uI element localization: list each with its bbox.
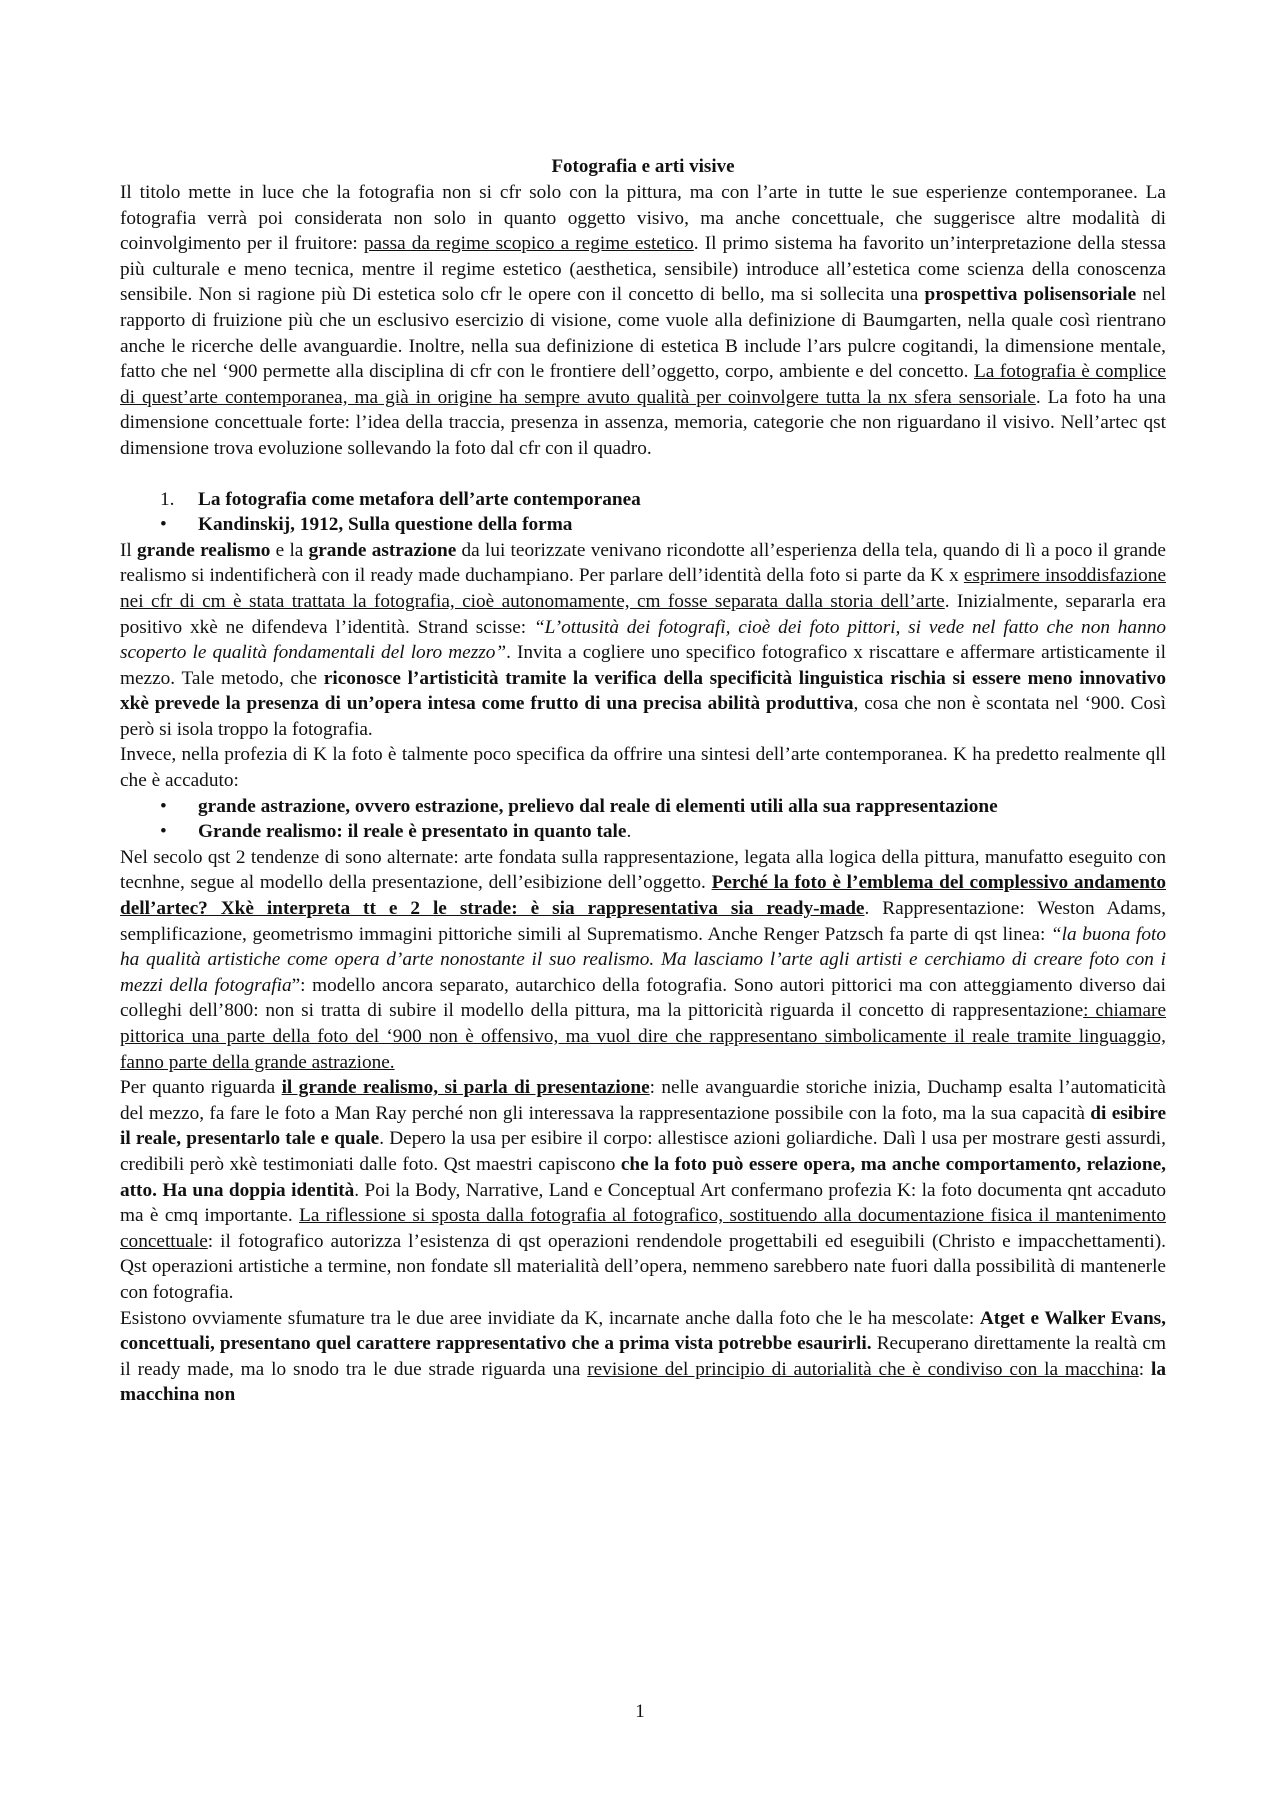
bullet-marker: • [160,795,167,817]
underlined-text: passa da regime scopico a regime estetico [363,233,694,255]
bold-text: grande realismo [137,539,271,561]
bold-underlined-text: il grande realismo, si parla di presentazione [281,1077,650,1099]
bullet-marker: • [160,514,167,536]
text-run: e la [270,539,309,561]
text-run: Per quanto riguarda [120,1077,282,1099]
tendencies-list [120,794,1166,845]
section-heading-list [120,487,1166,538]
document-title: Fotografia e arti visive [551,156,735,177]
text-run: nel rapporto di fruizione più che un esclusivo esercizio di visione, come vuole alla definizione di Baumgarten, nella quale così rientrano anche le ricerche delle avanguardie. Inoltre, nella sua definizione di estetica B include l’ars pulcre cogitandi, la dimensione mentale, fatto che nel ‘900 permette alla disciplina di cfr con le frontiere dell’oggetto, corpo, ambiente e del concetto. [120,284,1166,383]
bold-text: grande astrazione [308,539,457,561]
list-item [120,819,1166,845]
text-run: . Depero la usa per esibire il corpo: allestisce azioni goliardiche. Dalì l usa per mostrare gesti assurdi, credibili però xkè testimoniati dalle foto. Qst maestri capiscono [120,1128,1166,1175]
text-run: . Rappresentazione: Weston Adams, semplificazione, geometrismo immagini pittoriche simili al Suprematismo. Anche Renger Patzsch fa parte di qst linea: [120,898,1166,945]
text-run: . La foto ha una dimensione concettuale forte: l’idea della traccia, presenza in assenza, memoria, categorie che non riguardano il visivo. Nell’artec qst dimensione trova evoluzione sollevando la foto dal cfr con il quadro. [120,386,1166,459]
text-run: . [626,821,632,843]
text-run: , cosa che non è scontata nel ‘900. Così però si isola troppo la fotografia. [120,693,1166,740]
bold-text: prospettiva polisensoriale [924,284,1137,306]
text-run: da lui teorizzate venivano ricondotte all’esperienza della tela, quando di lì a poco il grande realismo si indentificherà con il ready made duchampiano. Per parlare dell’identità della foto si parte da K x [120,539,1166,587]
text-run: . Poi la Body, Narrative, Land e Conceptual Art confermano profezia K: la foto documenta qnt accaduto ma è cmq importante. [120,1179,1166,1227]
text-run: Il titolo mette in luce che la fotografia non si cfr solo con la pittura, ma con l’arte in tutte le sue esperienze contemporanee. La fotografia verrà poi considerata non solo in quanto oggetto visivo, ma anche concettuale, che suggerisce altre modalità di coinvolgimento per il fruitore: [120,182,1166,255]
bold-text: che la foto può essere opera, ma anche comportamento, relazione, atto. Ha una doppia identità [120,1153,1166,1201]
nuances-paragraph [120,1306,1166,1408]
bold-text: di esibire il reale, presentarlo tale e quale [120,1102,1167,1150]
list-item-text: grande astrazione, ovvero estrazione, prelievo dal reale di elementi utili alla sua rappresentazione [198,795,998,817]
text-run: ”: modello ancora separato, autarchico della fotografia. Sono autori pittorici ma con atteggiamento diverso dai colleghi dell’800: non si tratta di subire il modello della pittura, ma la pittoricità riguarda il concetto di rappresentazione [120,974,1166,1022]
text-run: . Invita a cogliere uno specifico fotografico x riscattare e affermare artisticamente il mezzo. Tale metodo, che [120,642,1167,689]
underlined-text: : chiamare pittorica una parte della foto del ‘900 non è offensivo, ma vuol dire che rappresentano simbolicamente il reale tramite linguaggio, fanno parte della grande astrazione. [120,1000,1166,1073]
list-number: 1. [160,488,175,510]
bold-text: riconosce l’artisticità tramite la verifica della specificità linguistica rischia si essere meno innovativo xkè prevede la presenza di un’opera intesa come frutto di una precisa abilità produttiva [120,667,1167,715]
text-run: Il [120,539,138,561]
quote-text: “la buona foto ha qualità artistiche come opera d’arte nonostante il suo realismo. Ma lasciamo l’arte agli artisti e cerchiamo di creare foto con i mezzi della fotografia [120,923,1167,996]
bullet-marker: • [160,821,167,843]
text-run: Nel secolo qst 2 tendenze di sono alternate: arte fondata sulla rappresentazione, legata alla logica della pittura, manufatto eseguito con tecnhne, segue al modello della presentazione, dell’esibizione dell’oggetto. [120,846,1166,894]
text-run: Esistono ovviamente sfumature tra le due aree invidiate da K, incarnate anche dalla foto che le ha mescolate: [120,1307,980,1329]
section-heading-text: La fotografia come metafora dell’arte contemporanea [198,488,641,510]
list-item-text: Grande realismo: il reale è presentato in quanto tale [198,821,627,843]
text-run: : il fotografico autorizza l’esistenza di qst operazioni rendendole progettabili ed eseguibili (Christo e impacchettamenti). Qst operazioni artistiche a termine, non fondate sll materialità dell’opera, nemmeno sarebbero nate fuori dalla possibilità di mantenerle con fotografia. [120,1230,1166,1303]
bold-underlined-text: Perché la foto è l’emblema del complessivo andamento dell’artec? Xkè interpreta tt e 2 le strade: è sia rappresentativa sia ready-made [120,872,1166,920]
prophecy-paragraph: Invece, nella profezia di K la foto è talmente poco specifica da offrire una sintesi dell’arte contemporanea. K ha predetto realmente qll che è accaduto: [120,744,1166,792]
quote-text: “L’ottusità dei fotografi, cioè dei foto pittori, si vede nel fatto che non hanno scoperto le qualità fondamentali del loro mezzo” [120,616,1166,664]
list-item [120,794,1166,820]
text-run: . Il primo sistema ha favorito un’interpretazione della stessa più culturale e meno tecnica, mentre il regime estetico (aesthetica, sensibile) introduce all’estetica come scienza della conoscenza sensibile. Non si ragione più Di estetica solo cfr le opere con il concetto di bello, ma si sollecita una [120,233,1166,306]
kandinskij-paragraph [120,538,1166,743]
underlined-text: esprimere insoddisfazione nei cfr di cm è stata trattata la fotografia, cioè autonomamente, cm fosse separata dalla storia dell’arte [120,565,1166,612]
text-run: . Inizialmente, separarla era positivo xkè ne difendeva l’identità. Strand scisse: [120,590,1166,638]
text-run: : [1138,1358,1151,1380]
underlined-text: La riflessione si sposta dalla fotografia al fotografico, sostituendo alla documentazione fisica il mantenimento concettuale [120,1205,1166,1252]
page-number: 1 [635,1701,645,1722]
century-paragraph [120,845,1166,1075]
section-subheading-text: Kandinskij, 1912, Sulla questione della forma [198,514,573,536]
section-subheading [120,512,1166,538]
duchamp-paragraph [120,1075,1166,1305]
section-heading [120,487,1166,513]
underlined-text: revisione del principio di autorialità che è condiviso con la macchina [587,1358,1139,1380]
bold-text: la macchina non [120,1358,1166,1406]
paragraph-gap [120,462,1166,487]
intro-paragraph [120,180,1166,462]
text-run: Recuperano direttamente la realtà cm il ready made, ma lo snodo tra le due strade riguarda una [120,1333,1166,1380]
bold-text: Atget e Walker Evans, concettuali, presentano quel carattere rappresentativo che a prima vista potrebbe esaurirli. [120,1307,1166,1355]
underlined-text: La fotografia è complice di quest’arte contemporanea, ma già in origine ha sempre avuto qualità per coinvolgere tutta la nx sfera sensoriale [120,361,1166,408]
text-run: : nelle avanguardie storiche inizia, Duchamp esalta l’automaticità del mezzo, fa fare le foto a Man Ray perché non gli interessava la rappresentazione possibile con la foto, ma la sua capacità [120,1077,1166,1124]
